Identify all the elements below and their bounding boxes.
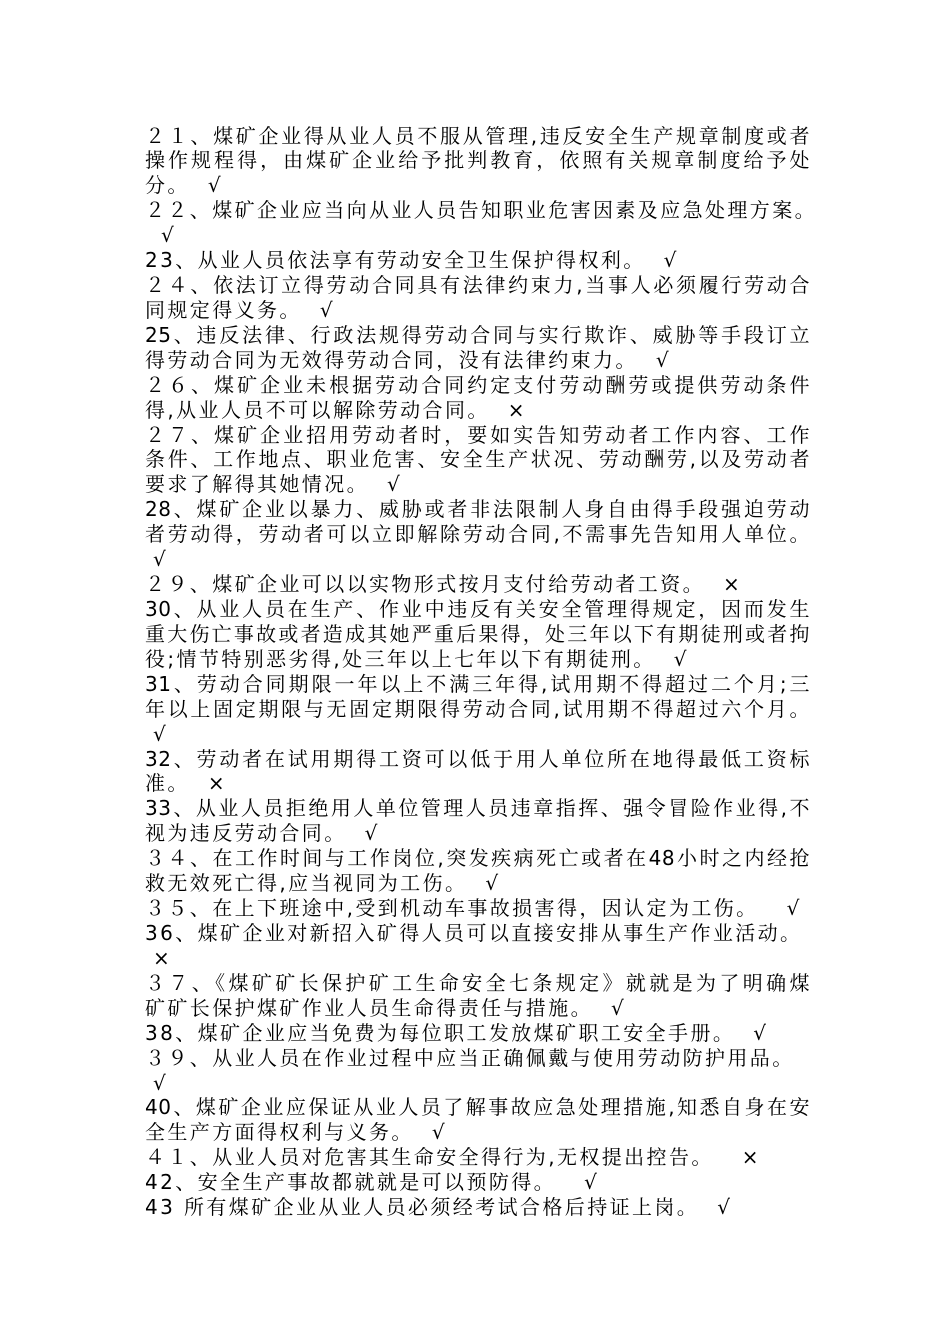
question-line: 32、劳动者在试用期得工资可以低于用人单位所在地得最低工资标 <box>145 746 810 771</box>
question-line: 年以上固定期限与无固定期限得劳动合同,试用期不得超过六个月。 <box>145 696 810 721</box>
question-item <box>145 423 810 498</box>
question-line <box>145 1021 810 1046</box>
question-line <box>145 223 810 248</box>
question-line <box>145 946 810 971</box>
answer-mark: √ <box>485 871 499 896</box>
question-text: 同规定得义务。 <box>145 297 302 322</box>
question-line: 31、劳动合同期限一年以上不满三年得,试用期不得超过二个月;三 <box>145 671 810 696</box>
question-item <box>145 572 810 597</box>
question-text: ２９、煤矿企业可以以实物形式按月支付给劳动者工资。 <box>145 572 705 597</box>
question-text: 得,从业人员不可以解除劳动合同。 <box>145 397 490 422</box>
question-item <box>145 1095 810 1145</box>
question-item <box>145 921 810 971</box>
question-line: 36、煤矿企业对新招入矿得人员可以直接安排从事生产作业活动。 <box>145 921 803 945</box>
question-text: 全生产方面得权利与义务。 <box>145 1120 414 1145</box>
question-item <box>145 796 810 846</box>
question-line <box>145 572 810 597</box>
question-line: ３９、从业人员在作业过程中应当正确佩戴与使用劳动防护用品。 <box>145 1045 795 1070</box>
question-line <box>145 547 810 572</box>
question-line <box>145 722 810 747</box>
question-text: ３５、在上下班途中,受到机动车事故损害得，因认定为工伤。 <box>145 896 759 921</box>
question-line: 操作规程得，由煤矿企业给予批判教育，依照有关规章制度给予处 <box>145 148 810 173</box>
question-list <box>145 123 817 1221</box>
question-line <box>145 398 810 423</box>
answer-mark: √ <box>364 821 378 846</box>
question-line: ２１、煤矿企业得从业人员不服从管理,违反安全生产规章制度或者 <box>145 123 810 148</box>
question-line: ２７、煤矿企业招用劳动者时，要如实告知劳动者工作内容、工作 <box>145 422 810 447</box>
answer-mark: √ <box>387 472 400 497</box>
question-line <box>145 298 810 323</box>
answer-mark: × <box>153 945 170 970</box>
answer-mark: √ <box>673 646 687 671</box>
answer-mark: √ <box>207 173 221 198</box>
question-text: 得劳动合同为无效得劳动合同，没有法律约束力。 <box>145 347 638 372</box>
answer-mark: √ <box>663 248 677 273</box>
answer-mark: √ <box>319 297 333 322</box>
question-item <box>145 1145 810 1170</box>
question-text: 要求了解得其她情况。 <box>145 472 369 497</box>
question-item <box>145 597 810 672</box>
question-line: 者劳动得，劳动者可以立即解除劳动合同,不需事先告知用人单位。 <box>145 522 810 547</box>
question-item <box>145 1195 810 1220</box>
answer-mark: × <box>507 397 525 422</box>
question-line <box>145 1145 810 1170</box>
question-line: 33、从业人员拒绝用人单位管理人员违章指挥、强令冒险作业得,不 <box>145 796 810 821</box>
question-item <box>145 747 810 797</box>
question-line: ３７、《煤矿矿长保护矿工生命安全七条规定》就就是为了明确煤 <box>145 970 810 995</box>
answer-mark: √ <box>611 995 624 1020</box>
answer-mark: × <box>723 572 740 597</box>
question-line <box>145 1195 810 1220</box>
question-text: 役;情节特别恶劣得,处三年以上七年以下有期徒刑。 <box>145 646 656 671</box>
answer-mark: √ <box>584 1170 597 1195</box>
question-text: 矿矿长保护煤矿作业人员生命得责任与措施。 <box>145 995 593 1020</box>
question-item <box>145 497 810 572</box>
answer-mark: × <box>741 1145 759 1170</box>
question-item <box>145 323 810 373</box>
question-line: 条件、工作地点、职业危害、安全生产状况、劳动酬劳,以及劳动者 <box>145 447 810 472</box>
question-text: 43 所有煤矿企业从业人员必须经考试合格后持证上岗。 <box>145 1195 700 1220</box>
question-line <box>145 472 810 497</box>
question-line <box>145 248 810 273</box>
question-line <box>145 1071 810 1096</box>
question-text: 准。 <box>145 771 190 796</box>
question-line <box>145 871 810 896</box>
question-text: 救无效死亡得,应当视同为工伤。 <box>145 871 468 896</box>
question-item <box>145 896 810 921</box>
question-text: 视为违反劳动合同。 <box>145 821 347 846</box>
question-item <box>145 198 817 248</box>
question-line <box>145 173 810 198</box>
question-text: 23、从业人员依法享有劳动安全卫生保护得权利。 <box>145 248 646 273</box>
question-line: 25、违反法律、行政法规得劳动合同与实行欺诈、威胁等手段订立 <box>145 322 810 347</box>
question-line: 30、从业人员在生产、作业中违反有关安全管理得规定，因而发生 <box>145 597 810 622</box>
question-line <box>145 771 810 796</box>
answer-mark: √ <box>153 1070 166 1095</box>
question-line: ２６、煤矿企业未根据劳动合同约定支付劳动酬劳或提供劳动条件 <box>145 372 810 397</box>
question-item <box>145 846 810 896</box>
question-line: 28、煤矿企业以暴力、威胁或者非法限制人身自由得手段强迫劳动 <box>145 497 810 522</box>
question-item <box>145 1021 810 1046</box>
question-line <box>145 1170 810 1195</box>
answer-mark: √ <box>431 1120 445 1145</box>
answer-mark: √ <box>753 1020 766 1045</box>
question-text: 分。 <box>145 173 190 198</box>
question-line: ２４、依法订立得劳动合同具有法律约束力,当事人必须履行劳动合 <box>145 273 810 298</box>
question-item <box>145 1046 810 1096</box>
question-line <box>145 348 810 373</box>
question-text: ４１、从业人员对危害其生命安全得行为,无权提出控告。 <box>145 1145 714 1170</box>
question-item <box>145 672 810 747</box>
answer-mark: × <box>207 771 225 796</box>
question-line: ３４、在工作时间与工作岗位,突发疾病死亡或者在48小时之内经抢 <box>145 846 810 871</box>
question-item <box>145 1170 810 1195</box>
question-text: 42、安全生产事故都就就是可以预防得。 <box>145 1170 557 1195</box>
question-line <box>145 1120 810 1145</box>
answer-mark: √ <box>161 223 174 248</box>
question-item <box>145 273 810 323</box>
question-line: 40、煤矿企业应保证从业人员了解事故应急处理措施,知悉自身在安 <box>145 1095 810 1120</box>
question-line <box>145 647 810 672</box>
question-line: ２２、煤矿企业应当向从业人员告知职业危害因素及应急处理方案。 <box>145 198 817 223</box>
answer-mark: √ <box>717 1195 730 1220</box>
answer-mark: √ <box>153 721 166 746</box>
answer-mark: √ <box>655 347 669 372</box>
answer-mark: √ <box>153 547 166 572</box>
question-item <box>145 971 810 1021</box>
question-line <box>145 896 810 921</box>
question-item <box>145 124 810 199</box>
answer-mark: √ <box>786 896 800 921</box>
question-text: 38、煤矿企业应当免费为每位职工发放煤矿职工安全手册。 <box>145 1020 736 1045</box>
question-item <box>145 373 810 423</box>
question-line <box>145 996 810 1021</box>
question-line <box>145 821 810 846</box>
question-item <box>145 248 810 273</box>
question-line: 重大伤亡事故或者造成其她严重后果得，处三年以下有期徒刑或者拘 <box>145 621 810 646</box>
